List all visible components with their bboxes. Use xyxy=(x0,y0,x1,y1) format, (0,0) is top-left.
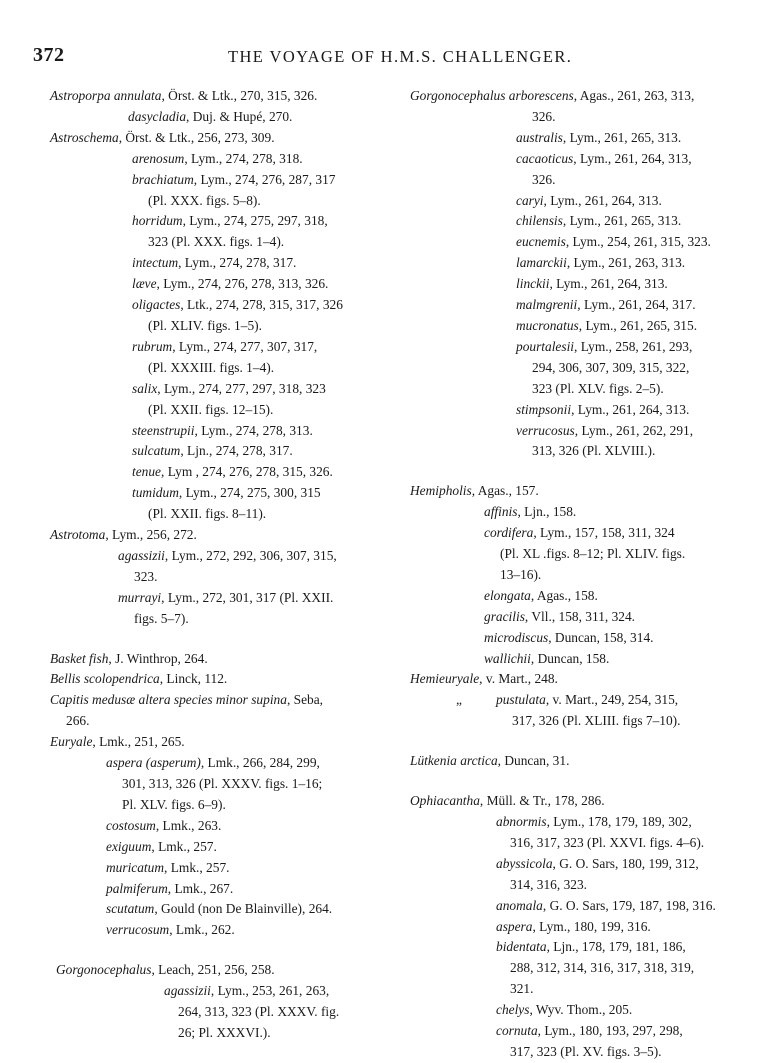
index-entry xyxy=(410,128,740,149)
entry-reference: , Duncan, 31. xyxy=(497,753,570,769)
entry-reference: , Leach, 251, 256, 258. xyxy=(151,962,275,978)
index-entry xyxy=(410,958,740,979)
taxon-name: salix xyxy=(132,380,158,396)
index-entry xyxy=(50,960,390,981)
index-entry xyxy=(410,791,740,812)
entry-reference: , Linck, 112. xyxy=(159,671,228,687)
entry-reference: , v. Mart., 248. xyxy=(479,671,558,687)
taxon-name: Hemipholis xyxy=(410,483,472,499)
index-entry xyxy=(50,546,390,567)
entry-reference: , Lym., 274, 276, 287, 317 xyxy=(193,171,336,187)
index-entry xyxy=(410,379,740,400)
running-title: THE VOYAGE OF H.M.S. CHALLENGER. xyxy=(228,47,573,66)
entry-reference: , Lym., 157, 158, 311, 324 xyxy=(533,525,675,541)
taxon-name: cacaoticus xyxy=(516,150,574,166)
index-entry xyxy=(410,586,740,607)
taxon-name: læve xyxy=(132,276,157,292)
taxon-name: linckii xyxy=(516,276,550,292)
index-entry xyxy=(410,751,740,772)
entry-reference: , Lym., 253, 261, 263, xyxy=(210,983,330,999)
index-entry xyxy=(410,854,740,875)
entry-reference: , Lym., 261, 262, 291, xyxy=(574,422,694,438)
index-entry xyxy=(410,421,740,442)
index-entry xyxy=(50,774,390,795)
index-entry xyxy=(410,565,740,586)
entry-reference: , Lym., 180, 199, 316. xyxy=(532,918,651,934)
taxon-name: bidentata xyxy=(496,939,547,955)
entry-reference: , Ljn., 178, 179, 181, 186, xyxy=(546,939,686,955)
index-entry xyxy=(50,1002,390,1023)
entry-reference: (Pl. XXXIII. figs. 1–4). xyxy=(148,359,275,375)
index-entry xyxy=(410,669,740,690)
taxon-name: abnormis xyxy=(496,814,547,829)
index-entry xyxy=(410,295,740,316)
entry-reference: Pl. XLV. figs. 6–9). xyxy=(122,796,226,812)
entry-reference: , Lym., 274, 277, 307, 317, xyxy=(172,338,318,354)
taxon-name: gracilis xyxy=(484,608,525,624)
entry-reference: , Lym., 274, 276, 278, 313, 326. xyxy=(156,276,329,292)
index-entry xyxy=(50,232,390,253)
entry-reference: , Lym., 256, 272. xyxy=(105,527,197,543)
entry-reference: (Pl. XL .figs. 8–12; Pl. XLIV. figs. xyxy=(500,546,686,562)
index-entry xyxy=(50,128,390,149)
entry-reference: , G. O. Sars, 180, 199, 312, xyxy=(552,855,699,871)
entry-reference: , Gould (non De Blainville), 264. xyxy=(154,901,333,917)
entry-reference: , Wyv. Thom., 205. xyxy=(529,1002,633,1018)
entry-reference: , Lmk., 257. xyxy=(164,859,230,875)
ditto-mark: „ xyxy=(456,692,462,708)
entry-reference: (Pl. XXII. figs. 12–15). xyxy=(148,401,274,417)
index-entry xyxy=(410,917,740,938)
index-entry xyxy=(50,525,390,546)
index-entry xyxy=(410,812,740,833)
index-entry xyxy=(50,107,390,128)
index-entry xyxy=(50,879,390,900)
entry-reference: , Lym., 180, 193, 297, 298, xyxy=(537,1023,683,1039)
taxon-name: aspera xyxy=(496,918,533,934)
entry-reference: 316, 317, 323 (Pl. XXVI. figs. 4–6). xyxy=(510,834,705,850)
entry-reference: , Duncan, 158. xyxy=(530,650,610,666)
index-entry xyxy=(50,649,390,670)
entry-reference: , Lym., 178, 179, 189, 302, xyxy=(546,814,692,829)
index-entry xyxy=(410,1042,740,1063)
entry-reference: , Lym., 258, 261, 293, xyxy=(574,338,693,354)
entry-reference: 314, 316, 323. xyxy=(510,876,587,892)
entry-reference: , Lmk., 266, 284, 299, xyxy=(200,755,320,771)
entry-gap xyxy=(50,941,390,960)
taxon-name: aspera (asperum) xyxy=(106,755,201,771)
index-entry xyxy=(50,816,390,837)
taxon-name: mucronatus xyxy=(516,317,579,333)
entry-reference: 264, 313, 323 (Pl. XXXV. fig. xyxy=(178,1004,340,1020)
taxon-name: chelys xyxy=(496,1002,530,1018)
index-entry xyxy=(410,358,740,379)
index-entry xyxy=(410,979,740,1000)
index-entry xyxy=(50,441,390,462)
entry-reference: 294, 306, 307, 309, 315, 322, xyxy=(532,359,690,375)
index-entry xyxy=(50,295,390,316)
entry-reference: 288, 312, 314, 316, 317, 318, 319, xyxy=(510,960,695,976)
index-entry xyxy=(50,981,390,1002)
taxon-name: tumidum xyxy=(132,485,179,501)
index-entry xyxy=(410,400,740,421)
index-entry xyxy=(410,107,740,128)
index-entry xyxy=(410,253,740,274)
index-entry xyxy=(50,753,390,774)
entry-reference: 323 (Pl. XXX. figs. 1–4). xyxy=(148,234,285,250)
index-entry xyxy=(410,1000,740,1021)
entry-reference: , Lym., 261, 263, 313. xyxy=(566,255,686,271)
entry-reference: , Lym., 261, 264, 313. xyxy=(549,276,668,292)
taxon-name: pourtalesii xyxy=(516,338,575,354)
taxon-name: abyssicola xyxy=(496,855,553,871)
taxon-name: elongata xyxy=(484,587,531,603)
entry-reference: , Lym., 274, 278, 313. xyxy=(194,422,313,438)
entry-reference: 326. xyxy=(532,171,556,187)
index-entry xyxy=(410,544,740,565)
taxon-name: dasycladia xyxy=(128,108,187,124)
taxon-name: Gorgonocephalus xyxy=(56,962,152,978)
index-entry xyxy=(410,628,740,649)
taxon-name: scutatum xyxy=(106,901,155,917)
taxon-name: oligactes xyxy=(132,297,181,313)
entry-reference: , Lmk., 262. xyxy=(169,922,235,938)
entry-reference: 317, 326 (Pl. XLIII. figs 7–10). xyxy=(512,713,681,729)
index-entry xyxy=(410,274,740,295)
entry-reference: , Lym., 254, 261, 315, 323. xyxy=(565,234,711,250)
entry-reference: , Lym., 261, 264, 317. xyxy=(577,297,696,313)
taxon-name: Astrotoma xyxy=(50,527,106,543)
index-entry xyxy=(50,170,390,191)
page-number: 372 xyxy=(33,44,65,66)
entry-reference: 26; Pl. XXXVI.). xyxy=(178,1024,271,1040)
entry-reference: 301, 313, 326 (Pl. XXXV. figs. 1–16; xyxy=(122,776,323,791)
taxon-name: sulcatum xyxy=(132,443,181,459)
index-entry xyxy=(50,732,390,753)
taxon-name: Gorgonocephalus arborescens xyxy=(410,88,574,103)
entry-reference: , Örst. & Ltk., 270, 315, 326. xyxy=(161,88,318,103)
entry-reference: , Lmk., 267. xyxy=(167,880,234,896)
index-entry xyxy=(50,899,390,920)
entry-reference: 323 (Pl. XLV. figs. 2–5). xyxy=(532,380,664,396)
entry-reference: 13–16). xyxy=(500,566,542,582)
entry-gap xyxy=(410,462,740,481)
taxon-name: cordifera xyxy=(484,525,534,541)
index-entry xyxy=(410,896,740,917)
entry-reference: , Lym., 274, 278, 318. xyxy=(184,150,303,166)
taxon-name: anomala xyxy=(496,897,543,913)
index-entry xyxy=(50,421,390,442)
taxon-name: eucnemis xyxy=(516,234,566,250)
entry-reference: 266. xyxy=(66,713,90,729)
index-entry xyxy=(410,86,740,107)
index-entry xyxy=(410,170,740,191)
index-entry xyxy=(50,462,390,483)
entry-gap xyxy=(410,772,740,791)
entry-reference: , Lmk., 263. xyxy=(155,817,222,833)
entry-reference: , Ljn., 158. xyxy=(517,504,577,520)
taxon-name: costosum xyxy=(106,817,156,833)
entry-reference: , Duncan, 158, 314. xyxy=(548,629,654,645)
index-column-right xyxy=(410,86,740,1063)
index-entry xyxy=(410,690,740,711)
taxon-name: Astroporpa annulata xyxy=(50,88,162,103)
index-entry xyxy=(410,149,740,170)
entry-gap xyxy=(50,630,390,649)
taxon-name: malmgrenii xyxy=(516,297,578,313)
index-entry xyxy=(410,232,740,253)
index-entry xyxy=(50,400,390,421)
index-entry xyxy=(50,669,390,690)
index-entry xyxy=(50,379,390,400)
taxon-name: murrayi xyxy=(118,589,162,605)
taxon-name: Euryale xyxy=(50,734,93,750)
entry-reference: , Lym., 261, 265, 313. xyxy=(562,129,682,145)
entry-reference: , Lym , 274, 276, 278, 315, 326. xyxy=(161,464,333,480)
taxon-name: Astroschema xyxy=(50,129,119,145)
taxon-name: caryi xyxy=(516,192,544,208)
index-entry xyxy=(410,502,740,523)
taxon-name: Lütkenia arctica xyxy=(410,753,498,769)
index-entry xyxy=(50,837,390,858)
entry-reference: 321. xyxy=(510,981,534,997)
entry-gap xyxy=(410,732,740,751)
taxon-name: agassizii xyxy=(164,983,211,999)
entry-reference: , Müll. & Tr., 178, 286. xyxy=(479,793,605,809)
entry-reference: , Seba, xyxy=(286,692,324,708)
index-entry xyxy=(410,937,740,958)
entry-reference: , Lym., 272, 292, 306, 307, 315, xyxy=(164,547,337,563)
entry-reference: , Lym., 274, 278, 317. xyxy=(178,255,297,271)
index-entry xyxy=(50,483,390,504)
index-entry xyxy=(410,1021,740,1042)
index-entry xyxy=(410,711,740,732)
index-entry xyxy=(50,86,390,107)
entry-reference: , Ljn., 274, 278, 317. xyxy=(180,443,293,459)
entry-reference: , Duj. & Hupé, 270. xyxy=(186,108,293,124)
entry-reference: , Lym., 261, 265, 313. xyxy=(562,213,682,229)
index-entry xyxy=(410,649,740,670)
taxon-name: tenue xyxy=(132,464,161,480)
index-entry xyxy=(50,588,390,609)
entry-reference: 313, 326 (Pl. XLVIII.). xyxy=(532,443,656,459)
index-entry xyxy=(50,711,390,732)
index-entry xyxy=(50,504,390,525)
entry-reference: , Örst. & Ltk., 256, 273, 309. xyxy=(118,129,275,145)
taxon-name: wallichii xyxy=(484,650,531,666)
taxon-name: steenstrupii xyxy=(132,422,195,438)
taxon-name: affinis xyxy=(484,504,518,520)
entry-reference: , v. Mart., 249, 254, 315, xyxy=(545,692,679,708)
index-entry xyxy=(50,795,390,816)
index-entry xyxy=(50,1023,390,1044)
taxon-name: verrucosus xyxy=(516,422,575,438)
taxon-name: verrucosum xyxy=(106,922,170,938)
entry-reference: , Lmk., 257. xyxy=(151,838,217,854)
entry-reference: , Agas., 261, 263, 313, xyxy=(573,88,695,103)
index-entry xyxy=(50,337,390,358)
taxon-name: lamarckii xyxy=(516,255,567,271)
taxon-name: horridum xyxy=(132,213,183,229)
taxon-name: rubrum xyxy=(132,338,173,354)
taxon-name: brachiatum xyxy=(132,171,194,187)
index-entry xyxy=(50,149,390,170)
entry-reference: , Agas., 158. xyxy=(530,587,598,603)
entry-reference: , Lym., 272, 301, 317 (Pl. XXII. xyxy=(161,589,334,605)
taxon-name: Bellis scolopendrica xyxy=(50,671,160,687)
entry-reference: , G. O. Sars, 179, 187, 198, 316. xyxy=(542,897,716,913)
taxon-name: cornuta xyxy=(496,1023,538,1039)
index-column-left xyxy=(50,86,390,1044)
entry-reference: , Lym., 261, 265, 315. xyxy=(578,317,698,333)
taxon-name: Ophiacantha xyxy=(410,793,480,809)
index-entry xyxy=(410,481,740,502)
entry-reference: , Lym., 261, 264, 313. xyxy=(571,401,690,417)
index-entry xyxy=(410,316,740,337)
entry-reference: , Ltk., 274, 278, 315, 317, 326 xyxy=(180,297,343,313)
entry-reference: 317, 323 (Pl. XV. figs. 3–5). xyxy=(510,1043,662,1059)
entry-reference: 326. xyxy=(532,108,556,124)
taxon-name: muricatum xyxy=(106,859,165,875)
entry-reference: , J. Winthrop, 264. xyxy=(108,650,208,666)
taxon-name: Capitis medusæ altera species minor supina xyxy=(50,692,287,708)
taxon-name: intectum xyxy=(132,255,179,271)
index-entry xyxy=(50,858,390,879)
taxon-name: palmiferum xyxy=(106,880,168,896)
index-entry xyxy=(50,253,390,274)
taxon-name: agassizii xyxy=(118,547,165,563)
index-entry xyxy=(50,567,390,588)
index-entry xyxy=(410,523,740,544)
index-entry xyxy=(50,920,390,941)
index-entry xyxy=(410,441,740,462)
index-entry xyxy=(410,211,740,232)
index-entry xyxy=(50,191,390,212)
taxon-name: exiguum xyxy=(106,838,152,854)
entry-reference: (Pl. XXII. figs. 8–11). xyxy=(148,506,267,522)
index-entry xyxy=(410,607,740,628)
taxon-name: chilensis xyxy=(516,213,563,229)
index-entry xyxy=(50,274,390,295)
taxon-name: australis xyxy=(516,129,563,145)
entry-reference: , Vll., 158, 311, 324. xyxy=(524,608,636,624)
entry-reference: figs. 5–7). xyxy=(134,610,189,626)
entry-reference: , Lym., 274, 275, 300, 315 xyxy=(178,485,321,501)
index-entry xyxy=(50,316,390,337)
taxon-name: pustulata xyxy=(496,692,546,708)
entry-reference: (Pl. XLIV. figs. 1–5). xyxy=(148,317,262,333)
index-entry xyxy=(50,690,390,711)
taxon-name: arenosum xyxy=(132,150,185,166)
taxon-name: Basket fish xyxy=(50,650,109,666)
taxon-name: microdiscus xyxy=(484,629,549,645)
entry-reference: , Lym., 274, 277, 297, 318, 323 xyxy=(157,380,326,396)
taxon-name: stimpsonii xyxy=(516,401,572,417)
index-entry xyxy=(410,337,740,358)
entry-reference: , Lmk., 251, 265. xyxy=(92,734,185,750)
entry-reference: , Lym., 274, 275, 297, 318, xyxy=(182,213,328,229)
entry-reference: (Pl. XXX. figs. 5–8). xyxy=(148,192,261,208)
taxon-name: Hemieuryale xyxy=(410,671,480,687)
entry-reference: , Lym., 261, 264, 313, xyxy=(573,150,692,166)
index-entry xyxy=(410,875,740,896)
entry-reference: , Lym., 261, 264, 313. xyxy=(543,192,662,208)
index-entry xyxy=(50,358,390,379)
index-entry xyxy=(50,211,390,232)
index-entry xyxy=(50,609,390,630)
index-entry xyxy=(410,191,740,212)
entry-reference: 323. xyxy=(134,568,158,584)
index-entry xyxy=(410,833,740,854)
entry-reference: , Agas., 157. xyxy=(471,483,539,499)
